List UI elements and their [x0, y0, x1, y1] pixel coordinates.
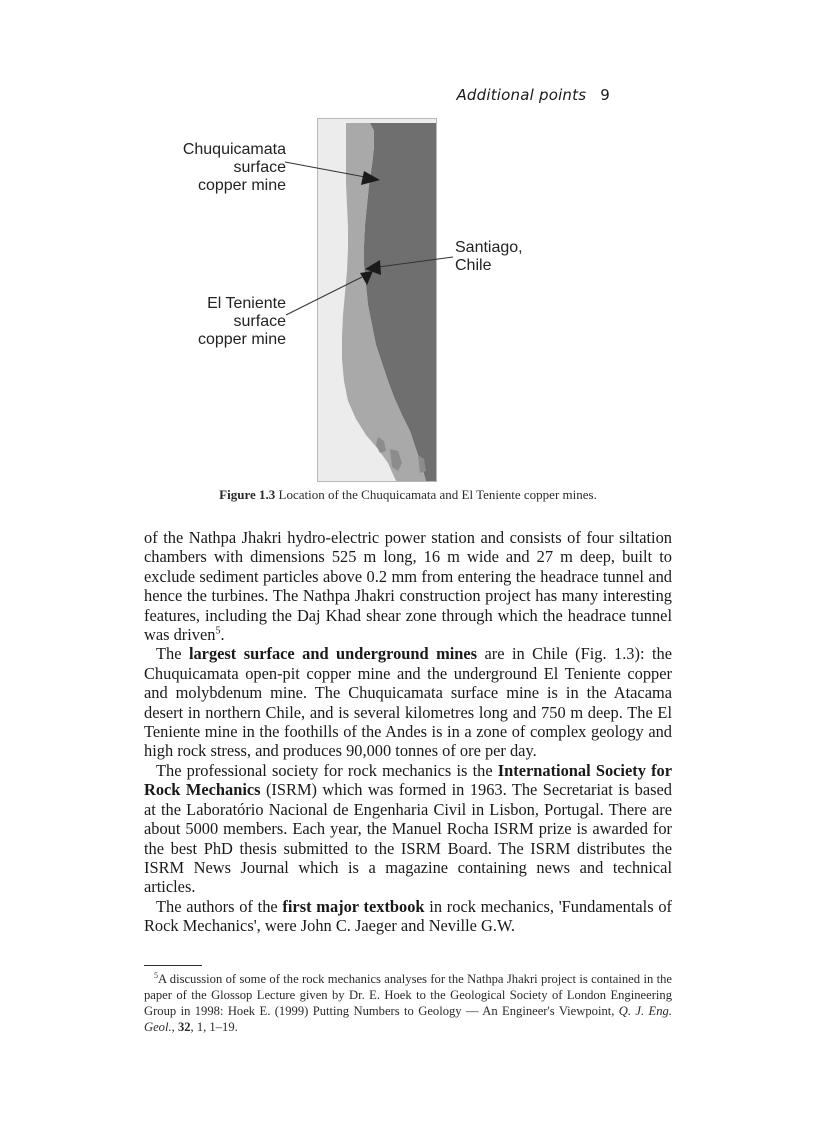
figure-caption-label: Figure 1.3 — [219, 487, 276, 502]
running-head — [456, 86, 610, 104]
label-chuquicamata: Chuquicamata surface copper mine — [182, 141, 286, 194]
label-el-teniente: El Teniente surface copper mine — [197, 295, 286, 348]
footnote: $^5$A discussion of some of the rock mechanics analyses for the Nathpa Jhakri project is contained in the paper of the Glossop Lecture given by Dr. E. Hoek to the Geological Society of London Engineering Group in 1998: Hoek E. (1999) Putting Numbers to Geology — An Engineer's Viewpoint, Q. J. Eng. Geol., 32, 1, 1–19. — [144, 970, 672, 1034]
body-text — [144, 528, 672, 936]
figure-caption-text: Location of the Chuquicamata and El Teniente copper mines. — [278, 487, 597, 502]
figure-map — [120, 115, 680, 495]
paragraph-3: The professional society for rock mechanics is the International Society for Rock Mechanics (ISRM) which was formed in 1963. The Secretariat is based at the Laboratório Nacional de Engenharia Civil in Lisbon, Portugal. There are about 5000 members. Each year, the Manuel Rocha ISRM prize is awarded for the best PhD thesis submitted to the ISRM Board. The ISRM distributes the ISRM News Journal which is a magazine containing news and technical articles. — [144, 760, 673, 897]
paragraph-2: The largest surface and underground mines are in Chile (Fig. 1.3): the Chuquicamata open-pit copper mine and the underground El Teniente copper and molybdenum mine. The Chuquicamata surface mine is in the Atacama desert in northern Chile, and is several kilometres long and 750 m deep. The El Teniente mine in the foothills of the Andes is in a zone of complex geology and high rock stress, and produces 90,000 tonnes of ore per day. — [144, 644, 672, 761]
figure-caption — [0, 487, 816, 503]
footnote-divider — [144, 965, 202, 966]
page-number: 9 — [600, 86, 610, 104]
paragraph-1: of the Nathpa Jhakri hydro-electric power station and consists of four siltation chambers with dimensions 525 m long, 16 m wide and 27 m deep, built to exclude sediment particles above 0.2 mm from entering the headrace tunnel and hence the turbines. The Nathpa Jhakri construction project has many interesting features, including the Daj Khad shear zone through which the headrace tunnel was driven$^5$. — [144, 528, 672, 645]
footnote-ref-5[interactable]: 5 — [215, 625, 221, 637]
label-santiago: Santiago, Chile — [455, 239, 523, 274]
paragraph-4: The authors of the first major textbook in rock mechanics, 'Fundamentals of Rock Mechanics', were John C. Jaeger and Neville G.W. — [144, 896, 673, 936]
footnote-marker: 5 — [154, 970, 158, 980]
section-title: Additional points — [456, 86, 587, 104]
